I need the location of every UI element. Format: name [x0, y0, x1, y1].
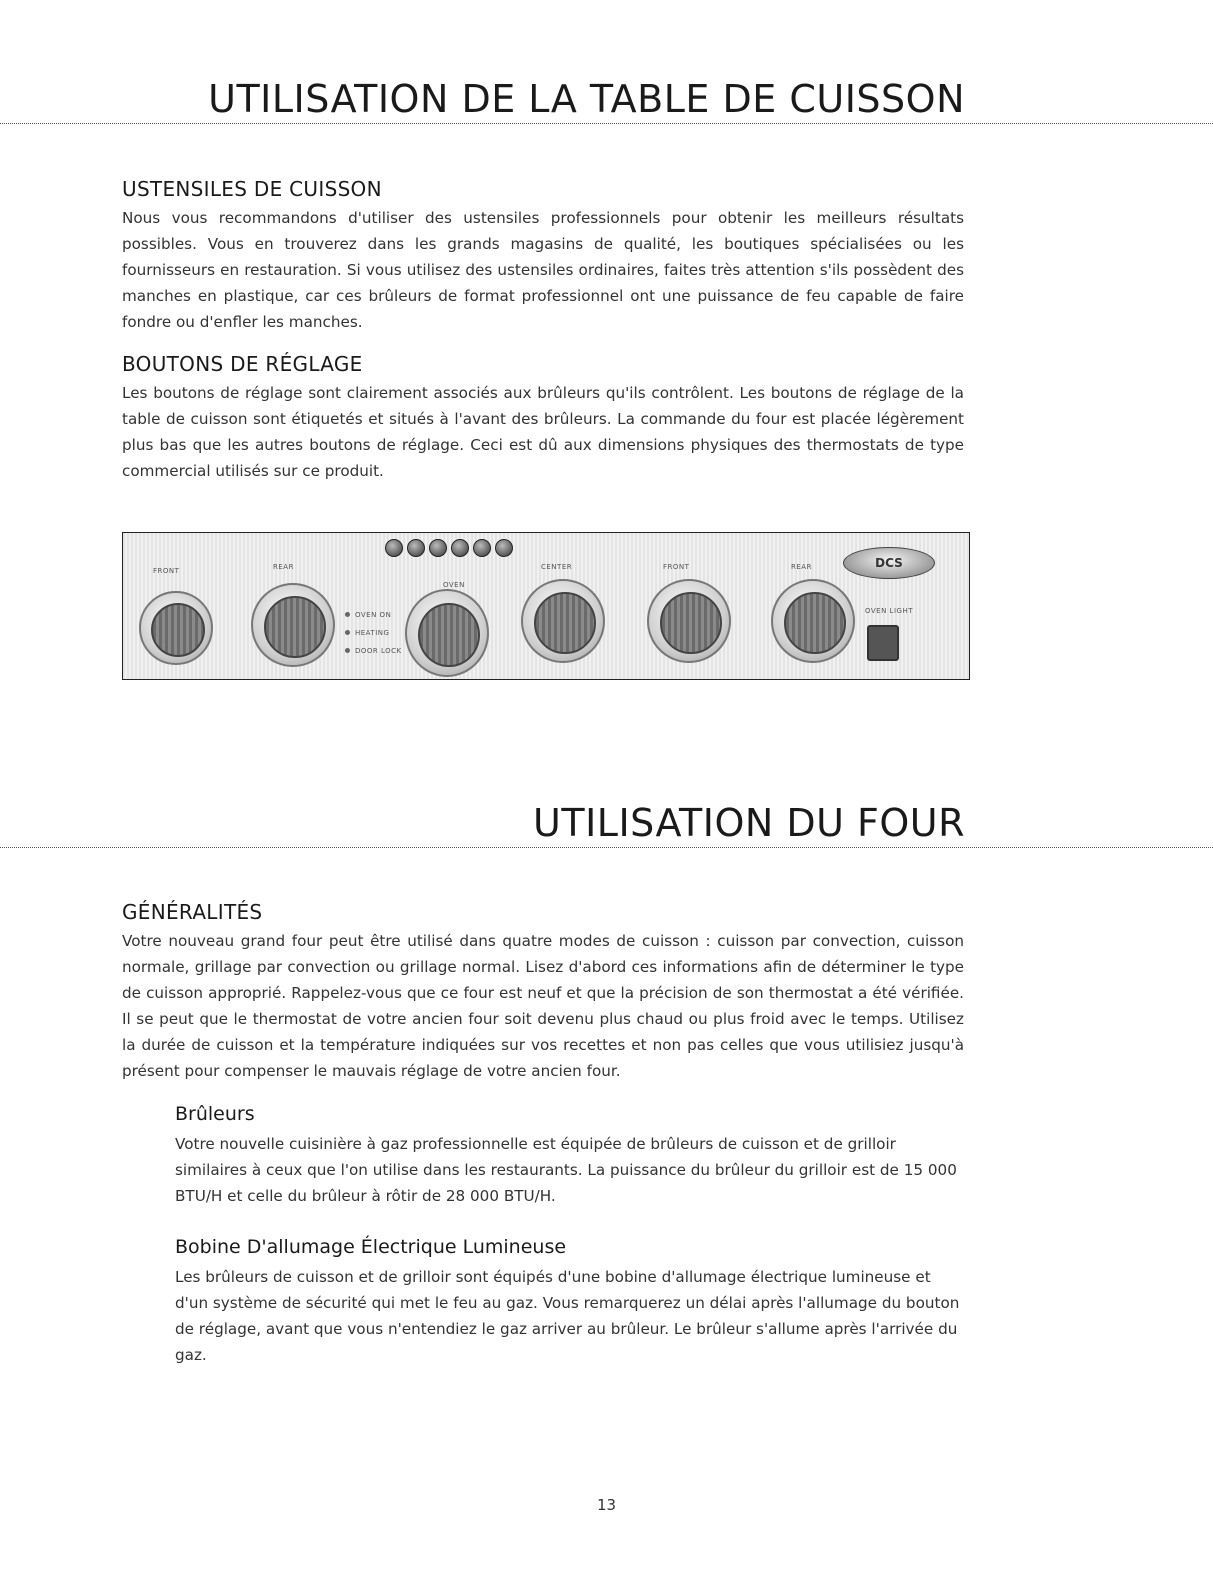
- panel-label-center: CENTER: [541, 563, 573, 571]
- section-title: GÉNÉRALITÉS: [122, 900, 263, 924]
- subsection-bobine: [175, 1236, 965, 1368]
- knob-core: [660, 592, 722, 654]
- oven-light-button[interactable]: [867, 625, 899, 661]
- section-title: USTENSILES DE CUISSON: [122, 177, 382, 201]
- knob-rear-left[interactable]: [251, 583, 335, 667]
- subsection-text: Votre nouvelle cuisinière à gaz professionnelle est équipée de brûleurs de cuisson et de grilloir similaires à ceux que l'on utilise dans les restaurants. La puissance du brûleur du grilloir est de 15 000 BTU/H et celle du brûleur à rôtir de 28 000 BTU/H.: [175, 1135, 957, 1205]
- subsection-title: Brûleurs: [175, 1103, 255, 1125]
- knob-core: [264, 596, 326, 658]
- panel-label-front-left: FRONT: [153, 567, 180, 575]
- panel-label-oven-on: OVEN ON: [355, 611, 392, 619]
- page-number: 13: [596, 1496, 617, 1514]
- knob-core: [784, 592, 846, 654]
- knob-core: [534, 592, 596, 654]
- section-title: BOUTONS DE RÉGLAGE: [122, 352, 363, 376]
- section-ustensiles: [122, 177, 964, 335]
- panel-label-oven: OVEN: [443, 581, 465, 589]
- knob-core: [418, 603, 480, 667]
- section-text: Votre nouveau grand four peut être utilisé dans quatre modes de cuisson : cuisson par convection, cuisson normale, grillage par convection ou grillage normal. Lisez d'abord ces informations afin de déterminer le type de cuisson approprié. Rappelez-vous que ce four est neuf et que la précision de son thermostat a été vérifiée. Il se peut que le thermostat de votre ancien four soit devenu plus chaud ou plus froid avec le temps. Utilisez la durée de cuisson et la température indiquées sur vos recettes et non pas celles que vous utilisiez jusqu'à présent pour compenser le mauvais réglage de votre ancien four.: [122, 932, 964, 1080]
- mode-button-4[interactable]: [451, 539, 469, 557]
- page-heading-cooktop: UTILISATION DE LA TABLE DE CUISSON: [208, 77, 965, 121]
- knob-front-left[interactable]: [139, 591, 213, 665]
- section-text: Nous vous recommandons d'utiliser des ustensiles professionnels pour obtenir les meilleurs résultats possibles. Vous en trouverez dans les grands magasins de qualité, les boutiques spécialisées ou les fournisseurs en restauration. Si vous utilisez des ustensiles ordinaires, faites très attention s'ils possèdent des manches en plastique, car ces brûleurs de format professionnel ont une puissance de feu capable de faire fondre ou d'enfler les manches.: [122, 209, 964, 331]
- page-heading-oven: UTILISATION DU FOUR: [533, 801, 965, 845]
- indicator-oven-on: [345, 612, 350, 617]
- subsection-bruleurs: [175, 1103, 965, 1209]
- knob-oven[interactable]: [405, 589, 489, 677]
- subsection-text: Les brûleurs de cuisson et de grilloir sont équipés d'une bobine d'allumage électrique lumineuse et d'un système de sécurité qui met le feu au gaz. Vous remarquerez un délai après l'allumage du bouton de réglage, avant que vous n'entendiez le gaz arriver au brûleur. Le brûleur s'allume après l'arrivée du gaz.: [175, 1268, 960, 1364]
- title-rule-cooktop: [0, 78, 1213, 124]
- title-rule-oven: [0, 801, 1213, 848]
- mode-button-6[interactable]: [495, 539, 513, 557]
- knob-core: [151, 603, 205, 657]
- indicator-door-lock: [345, 648, 350, 653]
- subsection-title: Bobine D'allumage Électrique Lumineuse: [175, 1236, 567, 1258]
- knob-front-right[interactable]: [647, 579, 731, 663]
- indicator-heating: [345, 630, 350, 635]
- mode-button-3[interactable]: [429, 539, 447, 557]
- panel-label-oven-light: OVEN LIGHT: [865, 607, 913, 615]
- mode-button-2[interactable]: [407, 539, 425, 557]
- mode-button-1[interactable]: [385, 539, 403, 557]
- panel-label-front-right: FRONT: [663, 563, 690, 571]
- section-boutons: [122, 352, 964, 484]
- panel-label-rear-right: REAR: [791, 563, 812, 571]
- knob-center[interactable]: [521, 579, 605, 663]
- dcs-logo: DCS: [843, 547, 935, 579]
- panel-label-heating: HEATING: [355, 629, 390, 637]
- knob-rear-right[interactable]: [771, 579, 855, 663]
- mode-button-5[interactable]: [473, 539, 491, 557]
- section-text: Les boutons de réglage sont clairement associés aux brûleurs qu'ils contrôlent. Les boutons de réglage de la table de cuisson sont étiquetés et situés à l'avant des brûleurs. La commande du four est placée légèrement plus bas que les autres boutons de réglage. Ceci est dû aux dimensions physiques des thermostats de type commercial utilisés sur ce produit.: [122, 384, 964, 480]
- panel-label-door-lock: DOOR LOCK: [355, 647, 402, 655]
- section-generalites: [122, 900, 964, 1084]
- panel-label-rear-left: REAR: [273, 563, 294, 571]
- control-panel-photo: [122, 532, 970, 680]
